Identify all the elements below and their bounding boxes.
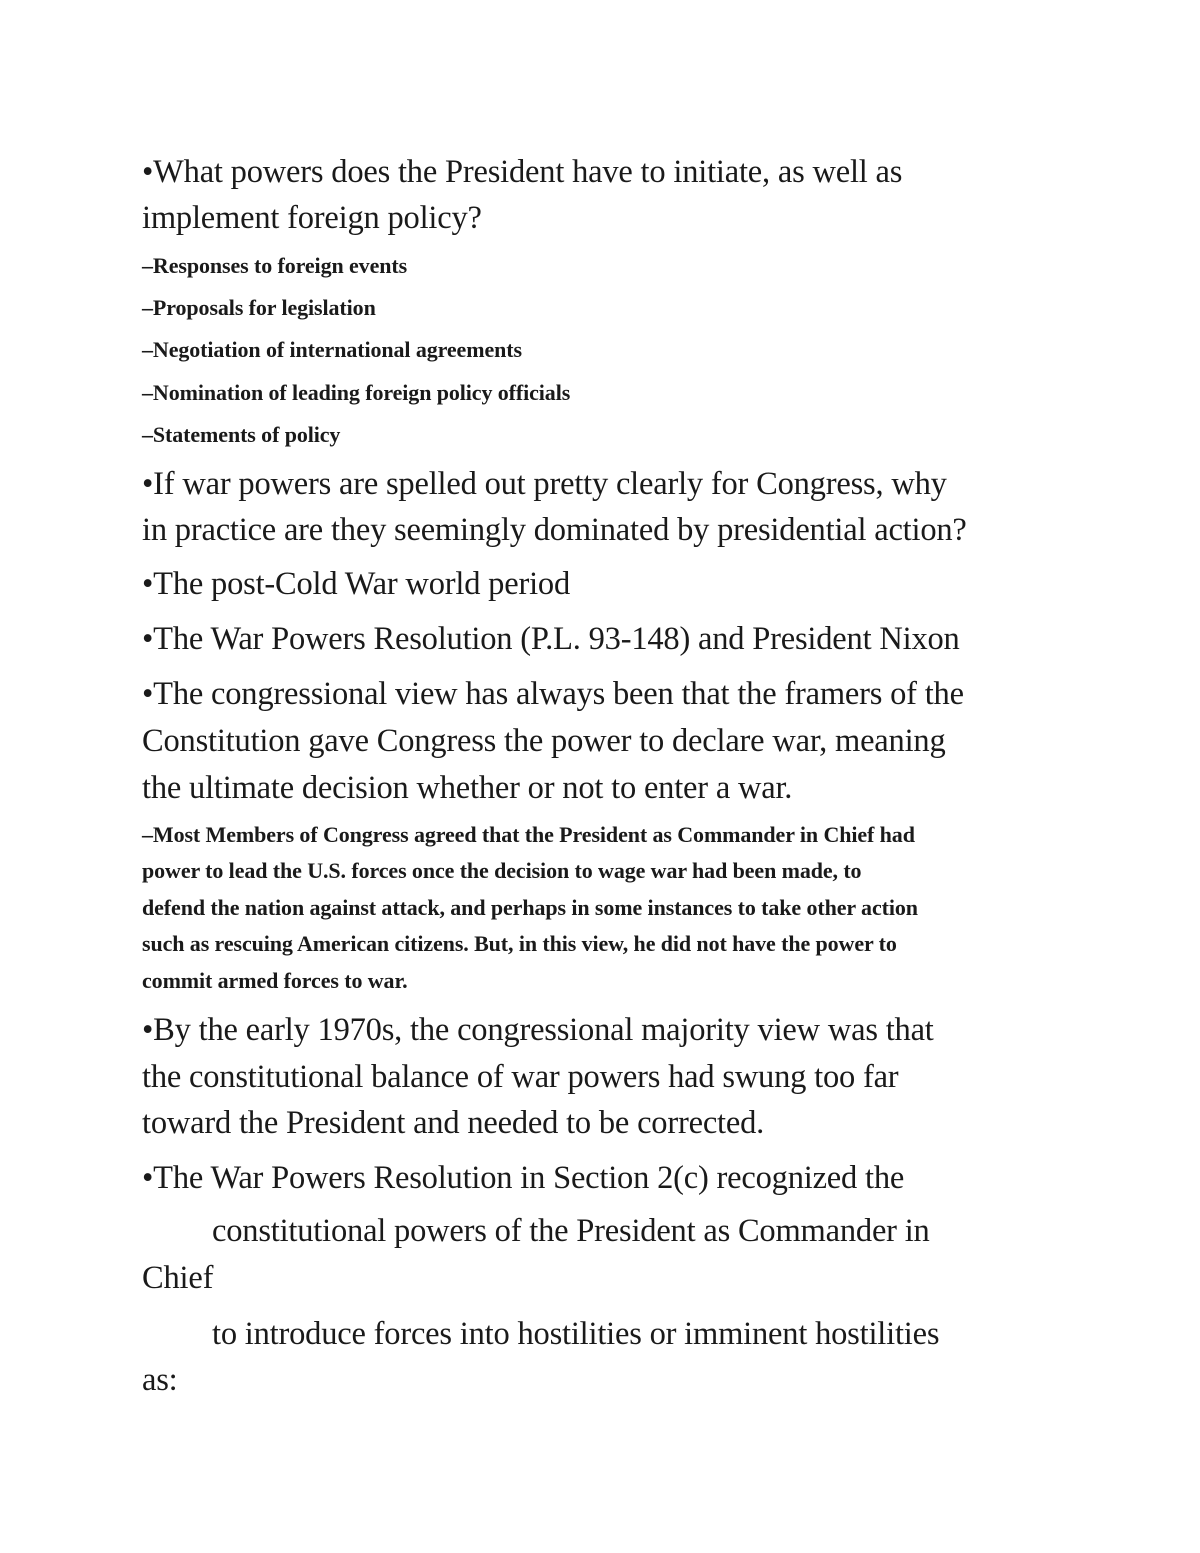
sub-paragraph-members-line-3: defend the nation against attack, and perhaps in some instances to take other action: [142, 895, 918, 920]
bullet-question-president-powers-cont: implement foreign policy?: [142, 200, 482, 236]
bullet-war-powers-resolution-nixon: •The War Powers Resolution (P.L. 93-148) and President Nixon: [142, 621, 960, 657]
sub-paragraph-members-line-1: –Most Members of Congress agreed that the President as Commander in Chief had: [142, 822, 915, 847]
sub-item-negotiation: –Negotiation of international agreements: [142, 337, 522, 362]
bullet-early-1970s: •By the early 1970s, the congressional majority view was that: [142, 1012, 934, 1048]
sub-paragraph-members-line-2: power to lead the U.S. forces once the decision to wage war had been made, to: [142, 858, 862, 883]
bullet-early-1970s-cont-2: toward the President and needed to be corrected.: [142, 1105, 765, 1141]
bullet-question-war-powers: •If war powers are spelled out pretty clearly for Congress, why: [142, 466, 947, 502]
bullet-question-president-powers: •What powers does the President have to initiate, as well as: [142, 154, 903, 190]
sub-paragraph-members-line-4: such as rescuing American citizens. But, in this view, he did not have the power to: [142, 931, 897, 956]
bullet-section-2c-indent-2: to introduce forces into hostilities or imminent hostilities: [212, 1316, 940, 1352]
sub-paragraph-members-line-5: commit armed forces to war.: [142, 968, 408, 993]
bullet-section-2c: •The War Powers Resolution in Section 2(c) recognized the: [142, 1160, 905, 1196]
bullet-section-2c-wrap-2: as:: [142, 1362, 178, 1398]
sub-item-statements: –Statements of policy: [142, 422, 341, 447]
bullet-question-war-powers-cont: in practice are they seemingly dominated by presidential action?: [142, 512, 967, 548]
sub-item-nomination: –Nomination of leading foreign policy officials: [142, 380, 571, 405]
bullet-post-cold-war: •The post-Cold War world period: [142, 566, 570, 602]
bullet-congressional-view: •The congressional view has always been that the framers of the: [142, 676, 964, 712]
bullet-congressional-view-cont-1: Constitution gave Congress the power to declare war, meaning: [142, 723, 946, 759]
bullet-section-2c-wrap-1: Chief: [142, 1260, 214, 1296]
bullet-early-1970s-cont-1: the constitutional balance of war powers had swung too far: [142, 1059, 899, 1095]
bullet-section-2c-indent-1: constitutional powers of the President as Commander in: [212, 1213, 930, 1249]
sub-item-responses: –Responses to foreign events: [142, 253, 408, 278]
bullet-congressional-view-cont-2: the ultimate decision whether or not to enter a war.: [142, 770, 793, 806]
sub-item-proposals: –Proposals for legislation: [142, 295, 376, 320]
